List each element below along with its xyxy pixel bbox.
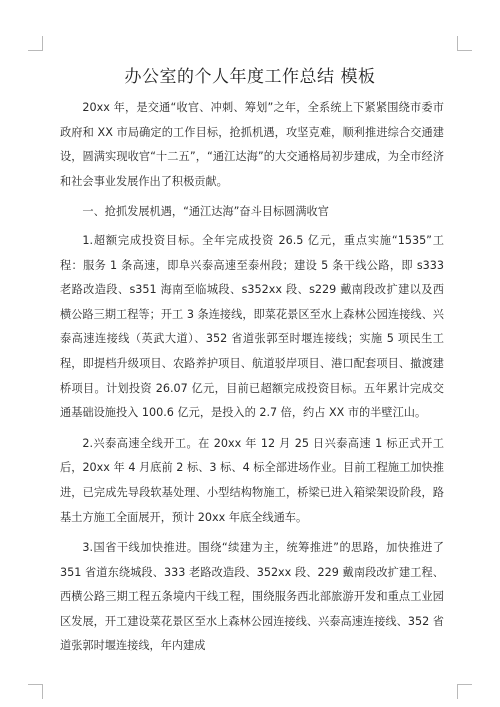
item-paragraph-investment: 1.超额完成投资目标。全年完成投资 26.5 亿元，重点实施“1535”工程：服务 1 条高速，即阜兴泰高速至泰州段；建设 5 条干线公路，即 s333 老路改造段、s351 海南至临城段、s352xx 段、s229 戴南段改扩建以及西横公路三期工程等；开工 3 条连接线，即菜花景区至水上森林公园连接线、兴泰高速连接线（英武大道）、352 省道张郭至时堰连接线；实施 5 项民生工程，即提档升级项目、农路养护项目、航道驳岸项目、港口配套项目、撤渡建桥项目。计划投资 26.07 亿元，目前已超额完成投资目标。五年累计完成交通基础设施投入 100.6 亿元，是投入的 2.7 倍，约占 XX 市的半壁江山。 xyxy=(60,233,444,420)
crop-mark-top-left xyxy=(28,36,43,51)
intro-paragraph: 20xx 年，是交通“收官、冲刺、筹划”之年，全系统上下紧紧围绕市委市政府和 XX 市局确定的工作目标，抢抓机遇，攻坚克难，顺利推进综合交通建设，圆满实现收官“十二五”，“通江达海”的大交通格局初步建成，为全市经济和社会事业发展作出了积极贡献。 xyxy=(60,101,444,188)
section-heading: 一、抢抓发展机遇，“通江达海”奋斗目标圆满收官 xyxy=(82,205,329,219)
crop-mark-bottom-right xyxy=(457,684,472,699)
crop-mark-top-right xyxy=(457,36,472,51)
document-title: 办公室的个人年度工作总结 模板 xyxy=(124,67,376,87)
crop-mark-bottom-left xyxy=(28,684,43,699)
item-paragraph-trunk-roads: 3.国省干线加快推进。围绕“续建为主，统筹推进”的思路，加快推进了 351 省道东绕城段、333 老路改造段、352xx 段、229 戴南段改扩建工程、西横公路三期工程五条境内干线工程，围绕服务西北部旅游开发和重点工业园区发展，开工建设菜花景区至水上森林公园连接线、兴泰高速连接线、352 省道张郭时堰连接线，年内建成 xyxy=(60,541,444,653)
document-body xyxy=(60,96,444,665)
item-paragraph-expressway: 2.兴泰高速全线开工。在 20xx 年 12 月 25 日兴泰高速 1 标正式开工后，20xx 年 4 月底前 2 标、3 标、4 标全部进场作业。目前工程施工加快推进，已完成先导段软基处理、小型结构物施工，桥梁已进入箱梁架设阶段，路基土方施工全面展开，预计 20xx 年底全线通车。 xyxy=(60,436,444,524)
